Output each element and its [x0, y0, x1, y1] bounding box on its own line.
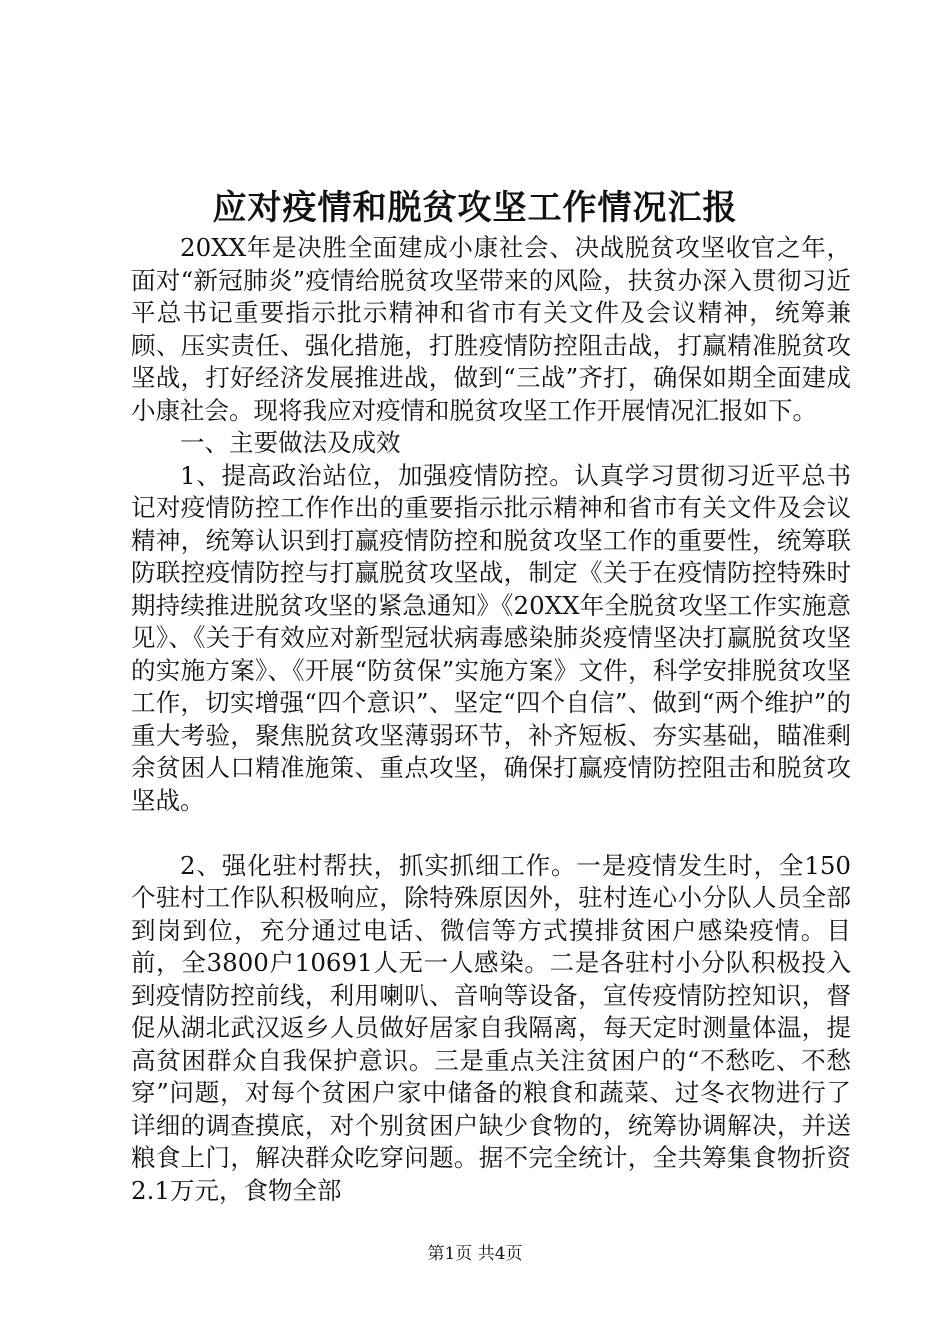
document-body	[131, 232, 851, 1207]
document-title: 应对疫情和脱贫攻坚工作情况汇报	[212, 188, 738, 228]
item-1-paragraph: 1、提高政治站位，加强疫情防控。认真学习贯彻习近平总书记对疫情防控工作作出的重要指示批示精神和省市有关文件及会议精神，统筹认识到打赢疫情防控和脱贫攻坚工作的重要性，统筹联防联控疫情防控与打赢脱贫攻坚战，制定《关于在疫情防控特殊时期持续推进脱贫攻坚的紧急通知》《20XX年全脱贫攻坚工作实施意见》、《关于有效应对新型冠状病毒感染肺炎疫情坚决打赢脱贫攻坚的实施方案》、《开展“防贫保”实施方案》文件，科学安排脱贫攻坚工作，切实增强“四个意识”、坚定“四个自信”、做到“两个维护”的重大考验，聚焦脱贫攻坚薄弱环节，补齐短板、夯实基础，瞄准剩余贫困人口精准施策、重点攻坚，确保打赢疫情防控阻击和脱贫攻坚战。	[131, 460, 851, 815]
page-footer: 第1页 共4页	[427, 1244, 523, 1264]
item-2-paragraph: 2、强化驻村帮扶，抓实抓细工作。一是疫情发生时，全150个驻村工作队积极响应，除特殊原因外，驻村连心小分队人员全部到岗到位，充分通过电话、微信等方式摸排贫困户感染疫情。目前，全3800户10691人无一人感染。二是各驻村小分队积极投入到疫情防控前线，利用喇叭、音响等设备，宣传疫情防控知识，督促从湖北武汉返乡人员做好居家自我隔离，每天定时测量体温，提高贫困群众自我保护意识。三是重点关注贫困户的“不愁吃、不愁穿”问题，对每个贫困户家中储备的粮食和蔬菜、过冬衣物进行了详细的调查摸底，对个别贫困户缺少食物的，统筹协调解决，并送粮食上门，解决群众吃穿问题。据不完全统计，全共筹集食物折资2.1万元，食物全部	[131, 850, 851, 1205]
intro-paragraph: 20XX年是决胜全面建成小康社会、决战脱贫攻坚收官之年，面对“新冠肺炎”疫情给脱贫攻坚带来的风险，扶贫办深入贯彻习近平总书记重要指示批示精神和省市有关文件及会议精神，统筹兼顾、压实责任、强化措施，打胜疫情防控阻击战，打赢精准脱贫攻坚战，打好经济发展推进战，做到“三战”齐打，确保如期全面建成小康社会。现将我应对疫情和脱贫攻坚工作开展情况汇报如下。	[131, 233, 851, 425]
paragraph-spacer	[131, 817, 851, 850]
section-heading: 一、主要做法及成效	[180, 428, 401, 457]
